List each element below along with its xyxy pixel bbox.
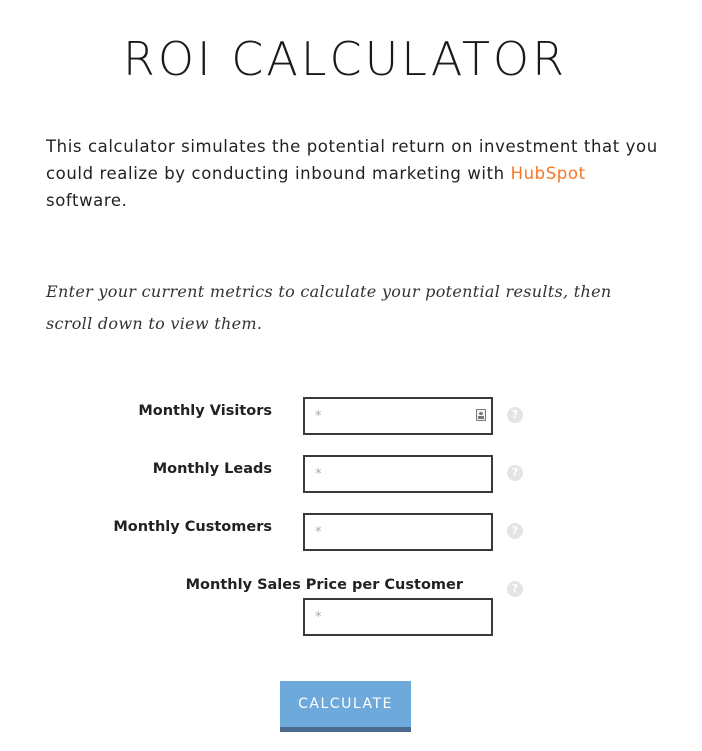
monthly-visitors-label: Monthly Visitors xyxy=(138,403,272,419)
instructions-text: Enter your current metrics to calculate your potential results, then scroll down to view them. xyxy=(46,282,612,333)
contact-card-icon[interactable] xyxy=(476,409,486,421)
intro-paragraph xyxy=(46,133,661,214)
question-mark-circle-icon[interactable]: ? xyxy=(507,407,523,423)
monthly-visitors-field-wrapper xyxy=(303,397,493,435)
monthly-leads-field-wrapper xyxy=(303,455,493,493)
monthly-leads-input[interactable] xyxy=(305,457,465,491)
question-mark-circle-icon[interactable]: ? xyxy=(507,523,523,539)
page-title: ROI CALCULATOR xyxy=(122,32,568,86)
monthly-sales-price-input[interactable] xyxy=(305,600,465,634)
monthly-customers-input[interactable] xyxy=(305,515,465,549)
intro-text-before: This calculator simulates the potential return on investment that you could realize by conducting inbound marketing with xyxy=(46,137,658,183)
monthly-visitors-input[interactable] xyxy=(305,399,465,433)
question-mark-circle-icon[interactable]: ? xyxy=(507,581,523,597)
monthly-leads-label: Monthly Leads xyxy=(152,461,272,477)
monthly-sales-price-field-wrapper xyxy=(303,598,493,636)
intro-text-after: software. xyxy=(46,191,128,210)
question-mark-circle-icon[interactable]: ? xyxy=(507,465,523,481)
monthly-customers-field-wrapper xyxy=(303,513,493,551)
monthly-sales-price-label: Monthly Sales Price per Customer xyxy=(185,577,463,593)
calculate-button[interactable]: CALCULATE xyxy=(280,681,411,732)
hubspot-link[interactable]: HubSpot xyxy=(510,164,586,183)
monthly-customers-label: Monthly Customers xyxy=(113,519,272,535)
